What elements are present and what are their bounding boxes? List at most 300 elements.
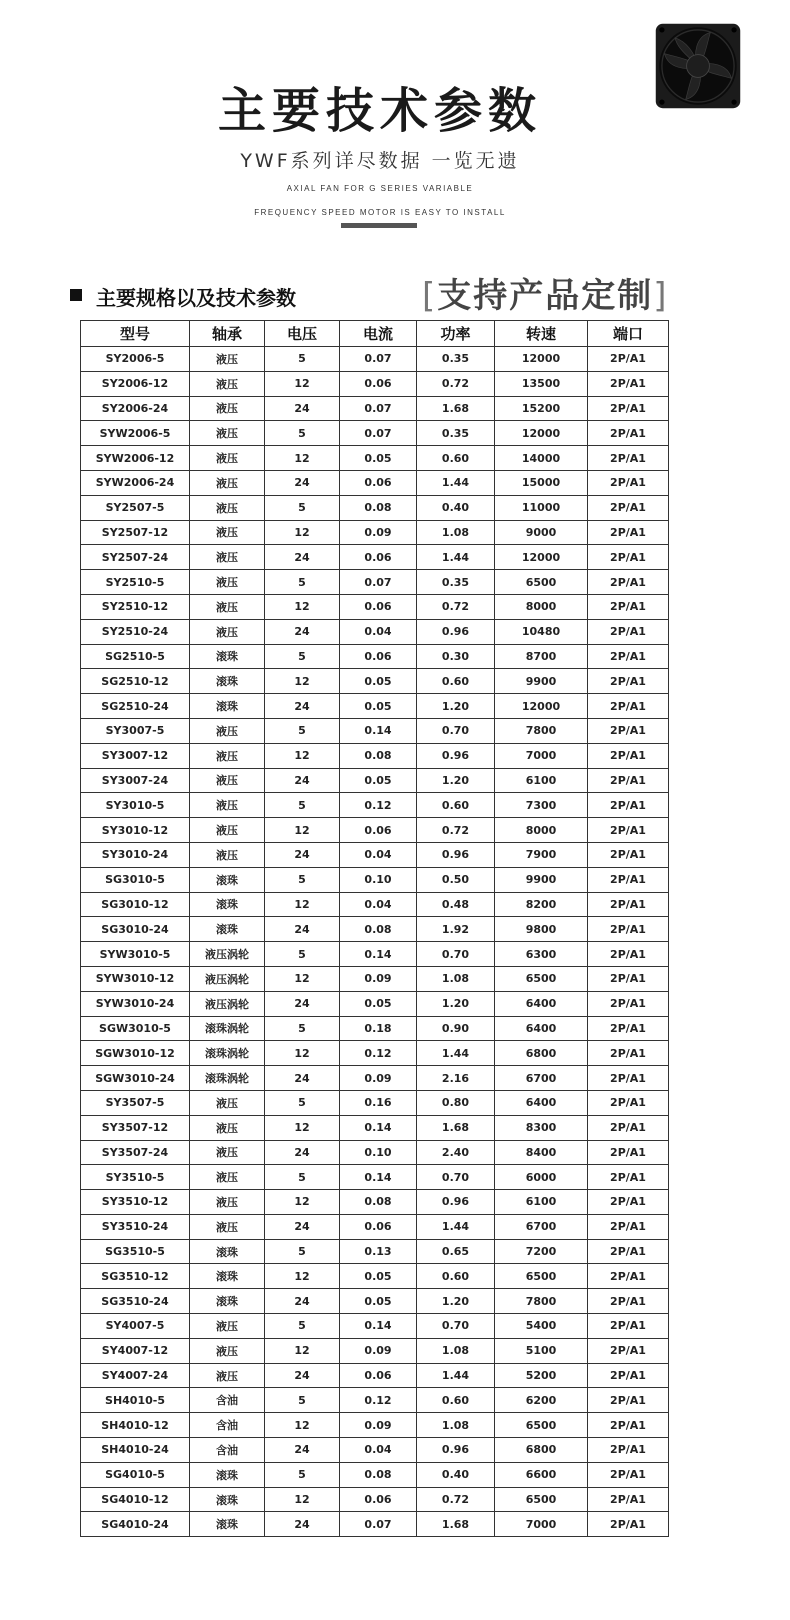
cell-voltage: 24	[265, 694, 340, 719]
cell-model: SY3510-12	[81, 1190, 190, 1215]
cell-port: 2P/A1	[588, 991, 669, 1016]
table-row	[81, 1090, 669, 1115]
page-subtitle: YWF系列详尽数据 一览无遗	[240, 150, 520, 172]
cell-bearing: 液压	[190, 793, 265, 818]
cell-port: 2P/A1	[588, 966, 669, 991]
table-row	[81, 1487, 669, 1512]
cell-power: 0.96	[417, 842, 495, 867]
cell-port: 2P/A1	[588, 1016, 669, 1041]
cell-port: 2P/A1	[588, 818, 669, 843]
cell-power: 1.68	[417, 1115, 495, 1140]
cell-voltage: 5	[265, 495, 340, 520]
cell-power: 0.72	[417, 818, 495, 843]
cell-voltage: 12	[265, 1190, 340, 1215]
cell-bearing: 液压	[190, 594, 265, 619]
cell-port: 2P/A1	[588, 917, 669, 942]
cell-current: 0.06	[340, 644, 417, 669]
cell-bearing: 液压	[190, 421, 265, 446]
cell-bearing: 含油	[190, 1413, 265, 1438]
cell-power: 2.16	[417, 1066, 495, 1091]
cell-model: SG3010-5	[81, 867, 190, 892]
cell-voltage: 5	[265, 1165, 340, 1190]
cell-port: 2P/A1	[588, 793, 669, 818]
cell-model: SG3510-12	[81, 1264, 190, 1289]
cell-power: 0.70	[417, 942, 495, 967]
cell-bearing: 液压	[190, 1363, 265, 1388]
cell-voltage: 24	[265, 545, 340, 570]
cell-current: 0.08	[340, 495, 417, 520]
table-row	[81, 470, 669, 495]
cell-model: SG4010-12	[81, 1487, 190, 1512]
cell-speed: 14000	[495, 446, 588, 471]
cell-port: 2P/A1	[588, 842, 669, 867]
column-header-power: 功率	[417, 321, 495, 347]
table-row	[81, 520, 669, 545]
cell-speed: 15000	[495, 470, 588, 495]
spec-table	[80, 320, 669, 1537]
cell-voltage: 5	[265, 718, 340, 743]
cell-speed: 6700	[495, 1066, 588, 1091]
cell-power: 0.70	[417, 1165, 495, 1190]
square-bullet-icon	[70, 289, 82, 301]
cell-model: SY2006-24	[81, 396, 190, 421]
cell-speed: 6800	[495, 1041, 588, 1066]
table-row	[81, 619, 669, 644]
cell-power: 1.08	[417, 1338, 495, 1363]
cell-current: 0.12	[340, 793, 417, 818]
table-row	[81, 1115, 669, 1140]
cell-current: 0.12	[340, 1041, 417, 1066]
column-header-port: 端口	[588, 321, 669, 347]
cell-speed: 7200	[495, 1239, 588, 1264]
cell-speed: 7300	[495, 793, 588, 818]
cell-port: 2P/A1	[588, 570, 669, 595]
cell-port: 2P/A1	[588, 1338, 669, 1363]
cell-current: 0.06	[340, 1214, 417, 1239]
table-row	[81, 991, 669, 1016]
table-row	[81, 818, 669, 843]
cell-speed: 15200	[495, 396, 588, 421]
cell-model: SY3507-24	[81, 1140, 190, 1165]
cell-speed: 8300	[495, 1115, 588, 1140]
cell-port: 2P/A1	[588, 594, 669, 619]
cell-port: 2P/A1	[588, 495, 669, 520]
cell-power: 1.20	[417, 694, 495, 719]
cell-bearing: 液压	[190, 619, 265, 644]
cell-port: 2P/A1	[588, 1140, 669, 1165]
cell-current: 0.07	[340, 421, 417, 446]
cell-bearing: 含油	[190, 1438, 265, 1463]
table-row	[81, 892, 669, 917]
cell-voltage: 5	[265, 347, 340, 372]
table-row	[81, 768, 669, 793]
cell-port: 2P/A1	[588, 421, 669, 446]
cell-model: SG3510-24	[81, 1289, 190, 1314]
table-row	[81, 867, 669, 892]
cell-bearing: 液压	[190, 1090, 265, 1115]
table-row	[81, 594, 669, 619]
cell-current: 0.06	[340, 545, 417, 570]
cell-port: 2P/A1	[588, 1041, 669, 1066]
cell-current: 0.13	[340, 1239, 417, 1264]
cell-voltage: 12	[265, 446, 340, 471]
cell-model: SY2510-5	[81, 570, 190, 595]
cell-model: SYW2006-12	[81, 446, 190, 471]
table-row	[81, 1264, 669, 1289]
cell-bearing: 液压	[190, 1314, 265, 1339]
cell-power: 1.44	[417, 470, 495, 495]
cell-model: SY3007-12	[81, 743, 190, 768]
cell-speed: 6200	[495, 1388, 588, 1413]
cell-speed: 7900	[495, 842, 588, 867]
table-row	[81, 1165, 669, 1190]
column-header-bearing: 轴承	[190, 321, 265, 347]
cell-model: SG3010-12	[81, 892, 190, 917]
cell-bearing: 滚珠	[190, 1289, 265, 1314]
cell-power: 0.72	[417, 371, 495, 396]
cell-power: 1.20	[417, 991, 495, 1016]
cell-bearing: 液压	[190, 545, 265, 570]
cell-voltage: 24	[265, 1438, 340, 1463]
cell-current: 0.07	[340, 1512, 417, 1537]
cell-speed: 12000	[495, 421, 588, 446]
cell-speed: 6400	[495, 1016, 588, 1041]
cell-model: SY3010-12	[81, 818, 190, 843]
cell-power: 0.70	[417, 1314, 495, 1339]
cell-power: 0.35	[417, 570, 495, 595]
column-header-speed: 转速	[495, 321, 588, 347]
cell-current: 0.05	[340, 1264, 417, 1289]
cell-speed: 6800	[495, 1438, 588, 1463]
cell-voltage: 12	[265, 966, 340, 991]
cell-model: SY4007-12	[81, 1338, 190, 1363]
cell-bearing: 含油	[190, 1388, 265, 1413]
column-header-current: 电流	[340, 321, 417, 347]
cell-port: 2P/A1	[588, 1264, 669, 1289]
cell-bearing: 滚珠	[190, 1264, 265, 1289]
cell-power: 1.44	[417, 1214, 495, 1239]
table-row	[81, 1462, 669, 1487]
cell-model: SYW2006-5	[81, 421, 190, 446]
cell-current: 0.14	[340, 1314, 417, 1339]
cell-port: 2P/A1	[588, 1090, 669, 1115]
cell-current: 0.14	[340, 718, 417, 743]
cell-bearing: 液压涡轮	[190, 966, 265, 991]
cell-model: SYW2006-24	[81, 470, 190, 495]
cell-bearing: 液压	[190, 1115, 265, 1140]
cell-voltage: 12	[265, 1413, 340, 1438]
cell-current: 0.08	[340, 917, 417, 942]
cell-voltage: 5	[265, 570, 340, 595]
cell-speed: 6400	[495, 1090, 588, 1115]
cell-model: SY3007-5	[81, 718, 190, 743]
cell-model: SG3010-24	[81, 917, 190, 942]
cell-model: SY2510-24	[81, 619, 190, 644]
table-row	[81, 743, 669, 768]
cell-current: 0.08	[340, 1190, 417, 1215]
cell-speed: 7000	[495, 743, 588, 768]
cell-power: 1.44	[417, 1041, 495, 1066]
cell-voltage: 5	[265, 942, 340, 967]
cell-current: 0.06	[340, 818, 417, 843]
cell-voltage: 24	[265, 1512, 340, 1537]
cell-model: SG3510-5	[81, 1239, 190, 1264]
cell-speed: 6600	[495, 1462, 588, 1487]
cell-speed: 5400	[495, 1314, 588, 1339]
cell-speed: 6100	[495, 1190, 588, 1215]
cell-speed: 12000	[495, 347, 588, 372]
cell-current: 0.04	[340, 1438, 417, 1463]
cell-bearing: 液压	[190, 743, 265, 768]
table-row	[81, 1214, 669, 1239]
table-row	[81, 1338, 669, 1363]
cell-port: 2P/A1	[588, 867, 669, 892]
cell-model: SG4010-24	[81, 1512, 190, 1537]
cell-voltage: 12	[265, 818, 340, 843]
cell-voltage: 12	[265, 669, 340, 694]
table-row	[81, 917, 669, 942]
cell-current: 0.05	[340, 446, 417, 471]
cell-bearing: 滚珠	[190, 1487, 265, 1512]
cell-port: 2P/A1	[588, 694, 669, 719]
cell-power: 0.72	[417, 1487, 495, 1512]
cell-speed: 6500	[495, 1264, 588, 1289]
cell-port: 2P/A1	[588, 1438, 669, 1463]
cell-power: 0.60	[417, 1388, 495, 1413]
cell-current: 0.18	[340, 1016, 417, 1041]
customization-text: 支持产品定制	[437, 276, 654, 316]
cell-model: SY3507-5	[81, 1090, 190, 1115]
cell-current: 0.10	[340, 867, 417, 892]
cell-bearing: 液压	[190, 1165, 265, 1190]
cell-current: 0.09	[340, 1338, 417, 1363]
cell-port: 2P/A1	[588, 1314, 669, 1339]
column-header-voltage: 电压	[265, 321, 340, 347]
fan-icon	[654, 22, 742, 110]
cell-bearing: 液压	[190, 470, 265, 495]
cell-voltage: 24	[265, 1289, 340, 1314]
cell-bearing: 滚珠	[190, 669, 265, 694]
cell-voltage: 12	[265, 1115, 340, 1140]
cell-speed: 8000	[495, 818, 588, 843]
cell-power: 0.90	[417, 1016, 495, 1041]
cell-voltage: 24	[265, 768, 340, 793]
cell-current: 0.12	[340, 1388, 417, 1413]
cell-bearing: 液压	[190, 1338, 265, 1363]
cell-model: SGW3010-5	[81, 1016, 190, 1041]
cell-speed: 6400	[495, 991, 588, 1016]
table-row	[81, 421, 669, 446]
cell-model: SG2510-5	[81, 644, 190, 669]
table-row	[81, 1140, 669, 1165]
cell-current: 0.16	[340, 1090, 417, 1115]
cell-current: 0.06	[340, 1487, 417, 1512]
cell-power: 0.65	[417, 1239, 495, 1264]
cell-power: 1.08	[417, 1413, 495, 1438]
cell-current: 0.06	[340, 470, 417, 495]
cell-voltage: 5	[265, 1462, 340, 1487]
cell-port: 2P/A1	[588, 1512, 669, 1537]
cell-power: 1.68	[417, 396, 495, 421]
cell-bearing: 液压	[190, 570, 265, 595]
cell-voltage: 5	[265, 867, 340, 892]
cell-bearing: 滚珠涡轮	[190, 1041, 265, 1066]
cell-speed: 6000	[495, 1165, 588, 1190]
cell-current: 0.04	[340, 892, 417, 917]
cell-speed: 9000	[495, 520, 588, 545]
cell-model: SG2510-12	[81, 669, 190, 694]
cell-power: 0.96	[417, 743, 495, 768]
cell-port: 2P/A1	[588, 1165, 669, 1190]
table-row	[81, 669, 669, 694]
cell-voltage: 12	[265, 371, 340, 396]
cell-model: SY2507-5	[81, 495, 190, 520]
table-row	[81, 347, 669, 372]
cell-speed: 7000	[495, 1512, 588, 1537]
cell-bearing: 滚珠	[190, 1462, 265, 1487]
cell-speed: 9900	[495, 669, 588, 694]
cell-port: 2P/A1	[588, 1388, 669, 1413]
cell-voltage: 24	[265, 470, 340, 495]
cell-power: 0.60	[417, 446, 495, 471]
table-row	[81, 718, 669, 743]
cell-voltage: 24	[265, 619, 340, 644]
cell-model: SGW3010-12	[81, 1041, 190, 1066]
table-row	[81, 942, 669, 967]
cell-voltage: 5	[265, 1016, 340, 1041]
cell-port: 2P/A1	[588, 942, 669, 967]
cell-bearing: 液压涡轮	[190, 942, 265, 967]
table-row	[81, 1388, 669, 1413]
cell-port: 2P/A1	[588, 470, 669, 495]
cell-voltage: 5	[265, 1239, 340, 1264]
table-row	[81, 1239, 669, 1264]
cell-bearing: 滚珠涡轮	[190, 1016, 265, 1041]
cell-bearing: 液压	[190, 768, 265, 793]
cell-speed: 8700	[495, 644, 588, 669]
cell-speed: 12000	[495, 545, 588, 570]
cell-power: 1.92	[417, 917, 495, 942]
cell-current: 0.06	[340, 594, 417, 619]
cell-current: 0.05	[340, 694, 417, 719]
table-row	[81, 842, 669, 867]
cell-current: 0.05	[340, 1289, 417, 1314]
table-row	[81, 694, 669, 719]
cell-port: 2P/A1	[588, 1363, 669, 1388]
cell-model: SG4010-5	[81, 1462, 190, 1487]
cell-speed: 6500	[495, 1487, 588, 1512]
cell-current: 0.10	[340, 1140, 417, 1165]
cell-power: 1.44	[417, 1363, 495, 1388]
table-row	[81, 545, 669, 570]
table-row	[81, 1413, 669, 1438]
cell-bearing: 滚珠	[190, 1239, 265, 1264]
cell-model: SY3510-24	[81, 1214, 190, 1239]
cell-model: SY3510-5	[81, 1165, 190, 1190]
cell-voltage: 12	[265, 520, 340, 545]
cell-bearing: 液压	[190, 396, 265, 421]
cell-port: 2P/A1	[588, 718, 669, 743]
cell-speed: 13500	[495, 371, 588, 396]
cell-model: SY3007-24	[81, 768, 190, 793]
cell-power: 0.60	[417, 793, 495, 818]
cell-power: 0.35	[417, 347, 495, 372]
cell-power: 2.40	[417, 1140, 495, 1165]
cell-bearing: 滚珠	[190, 694, 265, 719]
cell-model: SYW3010-5	[81, 942, 190, 967]
cell-speed: 7800	[495, 718, 588, 743]
cell-bearing: 液压	[190, 818, 265, 843]
cell-voltage: 24	[265, 917, 340, 942]
table-row	[81, 396, 669, 421]
cell-current: 0.04	[340, 842, 417, 867]
table-row	[81, 1363, 669, 1388]
cell-power: 1.68	[417, 1512, 495, 1537]
cell-voltage: 5	[265, 421, 340, 446]
cell-voltage: 12	[265, 1041, 340, 1066]
cell-bearing: 液压	[190, 1140, 265, 1165]
cell-bearing: 液压	[190, 718, 265, 743]
cell-power: 1.20	[417, 1289, 495, 1314]
cell-model: SYW3010-12	[81, 966, 190, 991]
cell-port: 2P/A1	[588, 1190, 669, 1215]
cell-current: 0.09	[340, 520, 417, 545]
cell-bearing: 液压	[190, 347, 265, 372]
cell-current: 0.07	[340, 347, 417, 372]
cell-power: 1.44	[417, 545, 495, 570]
cell-voltage: 24	[265, 1066, 340, 1091]
bracket-open: [	[422, 276, 438, 316]
cell-current: 0.09	[340, 1066, 417, 1091]
cell-port: 2P/A1	[588, 545, 669, 570]
cell-bearing: 液压	[190, 371, 265, 396]
table-row	[81, 966, 669, 991]
table-row	[81, 793, 669, 818]
section-title: 主要规格以及技术参数	[96, 286, 296, 310]
cell-current: 0.08	[340, 743, 417, 768]
cell-bearing: 液压涡轮	[190, 991, 265, 1016]
cell-voltage: 5	[265, 1090, 340, 1115]
cell-speed: 6500	[495, 570, 588, 595]
cell-speed: 8200	[495, 892, 588, 917]
cell-speed: 9900	[495, 867, 588, 892]
customization-banner	[422, 268, 669, 317]
table-row	[81, 1190, 669, 1215]
cell-voltage: 12	[265, 594, 340, 619]
cell-voltage: 5	[265, 1388, 340, 1413]
cell-voltage: 12	[265, 1487, 340, 1512]
cell-bearing: 滚珠	[190, 644, 265, 669]
table-row	[81, 1289, 669, 1314]
cell-current: 0.08	[340, 1462, 417, 1487]
cell-model: SY2507-24	[81, 545, 190, 570]
subtitle-english-line2: FREQUENCY SPEED MOTOR IS EASY TO INSTALL	[254, 208, 506, 217]
cell-bearing: 滚珠	[190, 917, 265, 942]
cell-bearing: 液压	[190, 1190, 265, 1215]
table-row	[81, 570, 669, 595]
cell-model: SH4010-24	[81, 1438, 190, 1463]
cell-model: SY2510-12	[81, 594, 190, 619]
table-row	[81, 644, 669, 669]
cell-speed: 6300	[495, 942, 588, 967]
cell-power: 0.72	[417, 594, 495, 619]
cell-speed: 5100	[495, 1338, 588, 1363]
cell-current: 0.07	[340, 396, 417, 421]
subtitle-english-line1: AXIAL FAN FOR G SERIES VARIABLE	[286, 184, 474, 193]
cell-model: SY3010-24	[81, 842, 190, 867]
cell-port: 2P/A1	[588, 669, 669, 694]
cell-current: 0.14	[340, 1165, 417, 1190]
